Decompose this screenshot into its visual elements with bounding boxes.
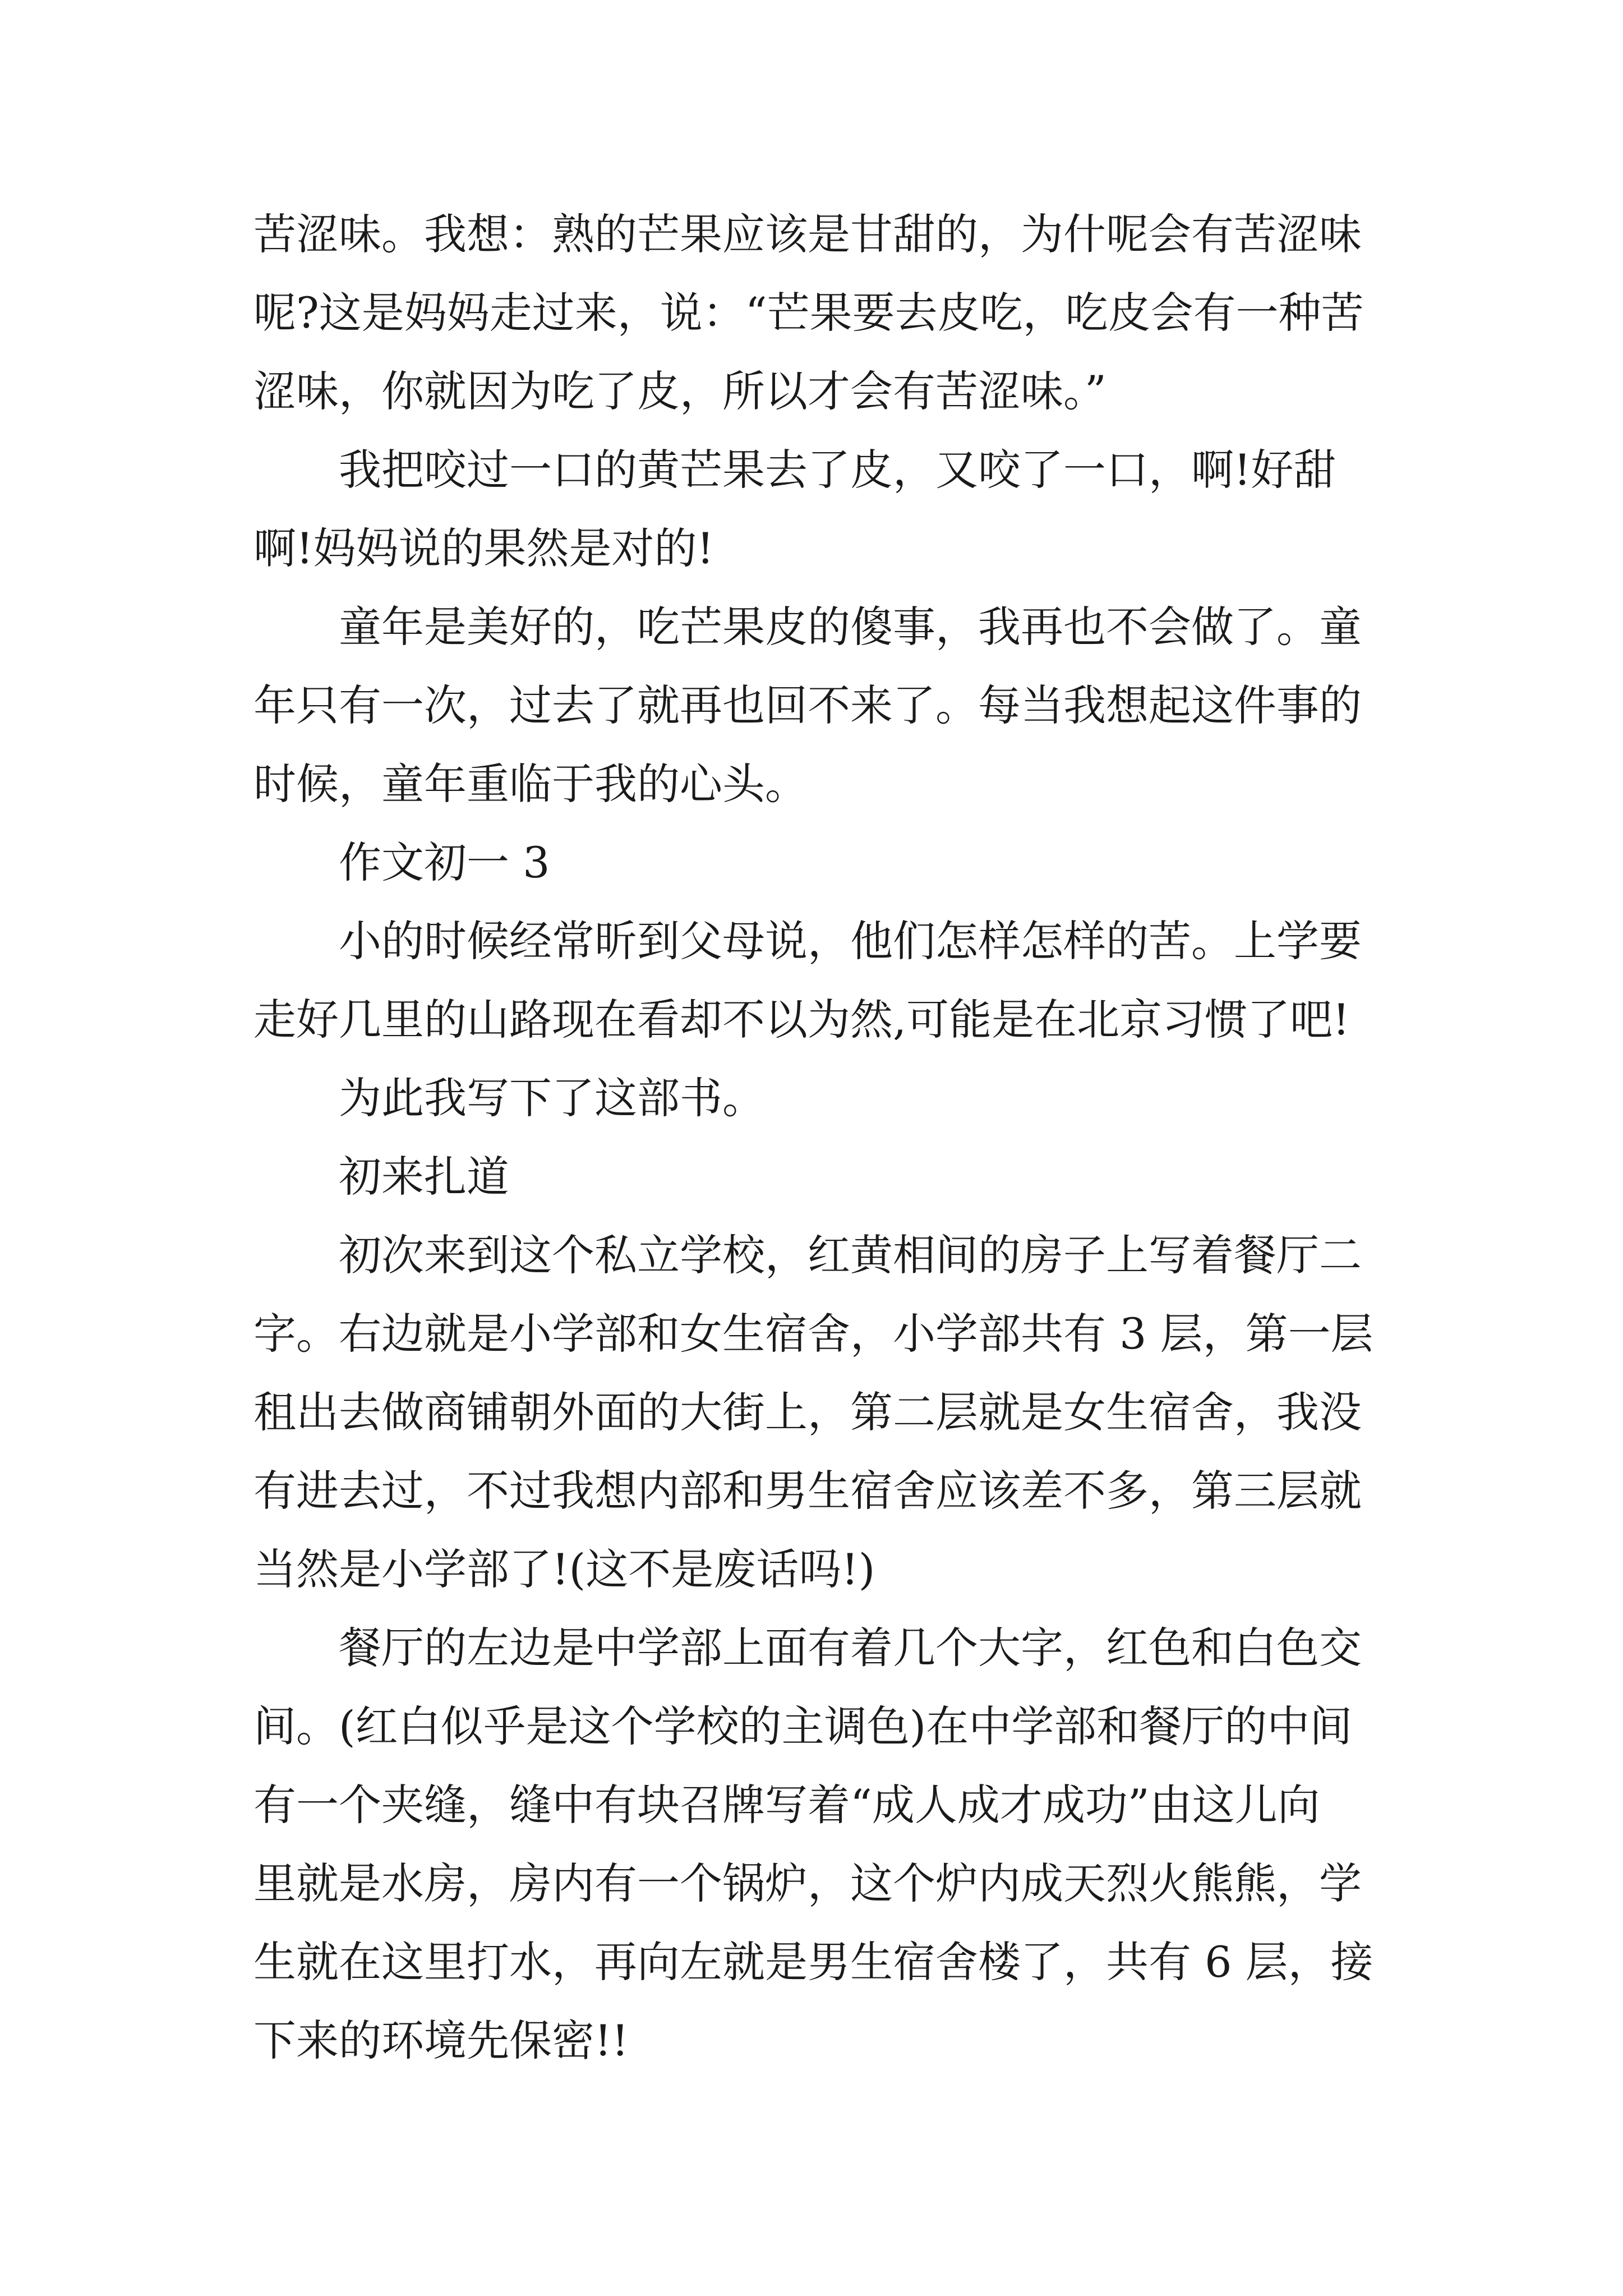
text-line: 年只有一次，过去了就再也回不来了。每当我想起这件事的 (253, 680, 1362, 730)
text-line: 小的时候经常昕到父母说，他们怎样怎样的苦。上学要 (339, 916, 1362, 966)
text-line: 当然是小学部了!(这不是废话吗!) (253, 1544, 875, 1594)
text-line: 有进去过，不过我想内部和男生宿舍应该差不多，第三层就 (253, 1466, 1362, 1516)
text-line: 我把咬过一口的黄芒果去了皮，又咬了一口，啊!好甜 (339, 445, 1336, 495)
text-line: 走好几里的山路现在看却不以为然,可能是在北京习惯了吧! (253, 995, 1350, 1045)
text-line: 生就在这里打水，再向左就是男生宿舍楼了，共有 6 层，接 (253, 1937, 1373, 1987)
text-line: 有一个夹缝，缝中有块召牌写着“成人成才成功”由这儿向 (253, 1780, 1320, 1830)
text-line: 里就是水房，房内有一个锅炉，这个炉内成天烈火熊熊，学 (253, 1858, 1362, 1908)
text-line: 为此我写下了这部书。 (339, 1073, 765, 1123)
text-line: 时候，童年重临于我的心头。 (253, 759, 808, 809)
text-line: 童年是美好的，吃芒果皮的傻事，我再也不会做了。童 (339, 602, 1362, 652)
section-heading: 作文初一 3 (339, 838, 550, 887)
text-line: 字。右边就是小学部和女生宿舍，小学部共有 3 层，第一层 (253, 1309, 1373, 1359)
text-line: 涩味，你就因为吃了皮，所以才会有苦涩味。” (253, 366, 1106, 416)
text-line: 租出去做商铺朝外面的大街上，第二层就是女生宿舍，我没 (253, 1387, 1362, 1437)
text-line: 初次来到这个私立学校，红黄相间的房子上写着餐厅二 (339, 1230, 1362, 1280)
text-line: 呢?这是妈妈走过来，说：“芒果要去皮吃，吃皮会有一种苦 (253, 288, 1364, 338)
text-line: 下来的环境先保密!! (253, 2016, 629, 2065)
text-line: 啊!妈妈说的果然是对的! (253, 523, 714, 573)
text-line: 餐厅的左边是中学部上面有着几个大字，红色和白色交 (339, 1623, 1362, 1673)
subheading: 初来扎道 (339, 1152, 509, 1202)
text-line: 苦涩味。我想：熟的芒果应该是甘甜的，为什呢会有苦涩味 (253, 209, 1362, 259)
text-line: 间。(红白似乎是这个学校的主调色)在中学部和餐厅的中间 (253, 1701, 1353, 1751)
